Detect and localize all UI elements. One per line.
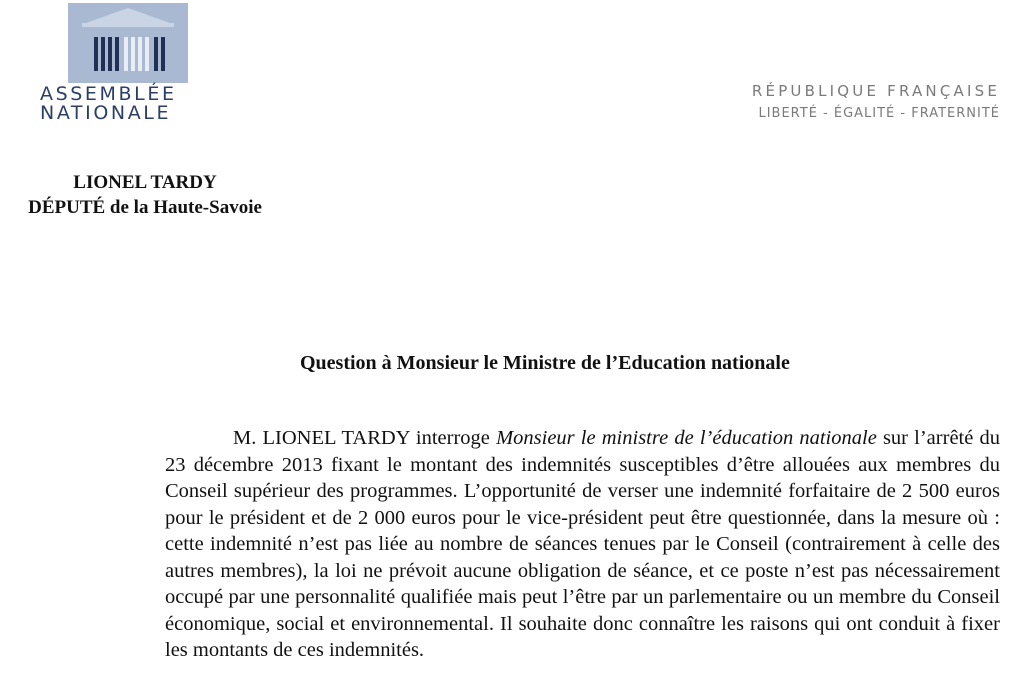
question-body bbox=[165, 425, 1000, 664]
question-subject: Question à Monsieur le Ministre de l’Education nationale bbox=[300, 352, 790, 374]
assemblee-nationale-building-icon bbox=[68, 3, 188, 83]
deputy-title: DÉPUTÉ de la Haute-Savoie bbox=[28, 197, 262, 218]
question-paragraph bbox=[165, 425, 1000, 664]
republique-motto: LIBERTÉ - ÉGALITÉ - FRATERNITÉ bbox=[758, 106, 1000, 121]
question-text: sur l’arrêté du 23 décembre 2013 fixant le montant des indemnités susceptibles d’être allouées aux membres du Conseil supérieur des programmes. L’opportunité de verser une indemnité forfaitaire de 2 500 euros pour le président et de 2 000 euros pour le vice-président peut être questionnée, dans la mesure où : cette indemnité n’est pas liée au nombre de séances tenues par le Conseil (contrairement à celle des autres membres), la loi ne prévoit aucune obligation de séance, et ce poste n’est pas nécessairement occupé par une personnalité qualifiée mais peut l’être par un parlementaire ou un membre du Conseil économique, social et environnemental. Il souhaite donc connaître les raisons qui ont conduit à fixer les montants de ces indemnités. bbox=[165, 427, 1000, 661]
question-addressee: Monsieur le ministre de l’éducation nationale bbox=[496, 427, 877, 449]
deputy-name: LIONEL TARDY bbox=[73, 172, 217, 193]
logo-wordmark bbox=[40, 85, 178, 123]
logo-line-2: NATIONALE bbox=[40, 102, 172, 124]
republique-francaise-heading bbox=[752, 82, 1000, 121]
logo-line-1: ASSEMBLÉE bbox=[40, 83, 177, 105]
deputy-block bbox=[0, 170, 290, 220]
question-lead: M. LIONEL TARDY interroge bbox=[233, 427, 497, 449]
republique-title: RÉPUBLIQUE FRANÇAISE bbox=[751, 82, 1000, 100]
